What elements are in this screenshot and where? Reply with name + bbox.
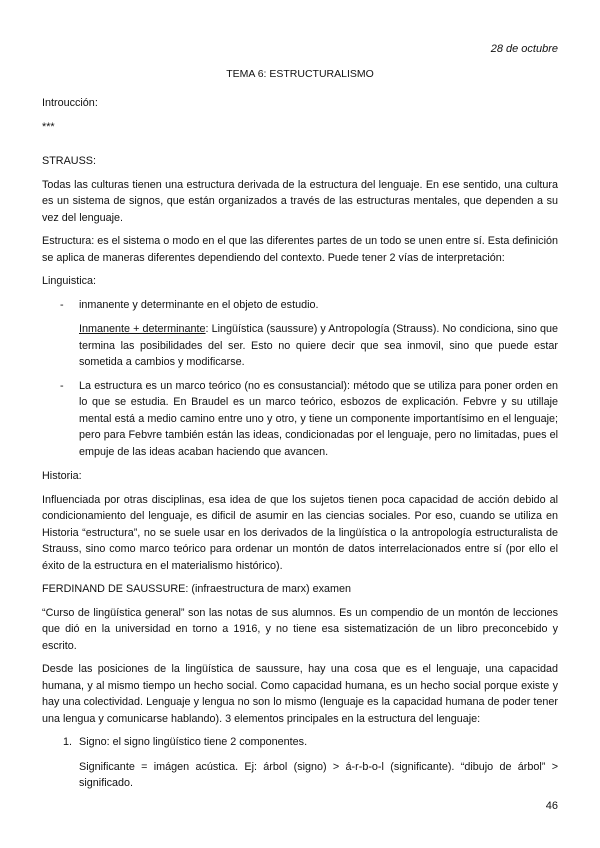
list-item-text: inmanente y determinante en el objeto de estudio. xyxy=(79,298,319,311)
inmanente-paragraph xyxy=(42,321,558,371)
list-item xyxy=(42,734,558,751)
saussure-heading: FERDINAND DE SAUSSURE: (infraestructura de marx) examen xyxy=(42,583,351,595)
list-number: 1. xyxy=(63,736,73,748)
strauss-paragraph-1: Todas las culturas tienen una estructura derivada de la estructura del lenguaje. En ese sentido, una cultura es un sistema de signos, que están organizados a través de las estructuras mentales, que dependen a su vez del lenguaje. xyxy=(42,178,558,224)
linguistica-list xyxy=(42,297,558,314)
intro-heading: Introucción: xyxy=(42,97,98,109)
historia-paragraph: Influenciada por otras disciplinas, esa idea de que los sujetos tienen poca capacidad de acción debido al condicionamiento del lenguaje, es dificil de asumir en las ciencias sociales. Por eso, cuando se utiliza en Historia “estructura”, no se suele usar en los derivados de la lingüística o la antropología estructuralista de Strauss, sino como marco teórico para ordenar un montón de datos interrelacionados entre sí (por ello el éxito de la estructura en el materialismo histórico). xyxy=(42,493,558,572)
significante-paragraph: Significante = imágen acústica. Ej: árbol (signo) > á-r-b-o-l (significante). “dibujo de árbol” > significado. xyxy=(79,760,558,789)
list-item-text: La estructura es un marco teórico (no es consustancial): método que se utiliza para poner orden en lo que se estudia. En Braudel es un marco teórico, esbozos de explicación. Febvre y su utillaje mental está a medio camino entre uno y otro, y tiene un componente importantísimo en el lenguaje; pero para Febvre también están las ideas, condicionadas por el lenguaje, pero no limitadas, pues el empuje de las ideas acaban haciendo que avancen. xyxy=(79,379,558,458)
strauss-heading: STRAUSS: xyxy=(42,155,96,167)
strauss-paragraph-2: Estructura: es el sistema o modo en el que las diferentes partes de un todo se unen entre sí. Esta definición se aplica de maneras diferentes dependiendo del contexto. Puede tener 2 vías de interpretación: xyxy=(42,235,558,264)
saussure-paragraph-1: “Curso de lingüística general” son las notas de sus alumnos. Es un compendio de un montón de lecciones que dió en la universidad en torno a 1916, y no tiene esa sistematización de un libro preconcebido y escrito. xyxy=(42,606,558,652)
saussure-paragraph-2: Desde las posiciones de la lingüística de saussure, hay una cosa que es el lenguaje, una capacidad humana, y al mismo tiempo un hecho social. Como capacidad humana, es un hecho social porque existe y hay una colectividad. Lenguaje y lengua no son lo mismo (lenguaje es la capacidad humana de poder tener una lengua y comunicarse hablando). 3 elementos principales en la estructura del lenguaje: xyxy=(42,663,558,725)
page-number: 46 xyxy=(545,800,558,812)
document-title: TEMA 6: ESTRUCTURALISMO xyxy=(226,68,374,80)
linguistica-heading: Linguistica: xyxy=(42,275,97,287)
linguistica-list-2 xyxy=(42,378,558,461)
dash-bullet: - xyxy=(60,379,64,392)
list-item xyxy=(42,297,558,314)
list-item-text: Signo: el signo lingüístico tiene 2 componentes. xyxy=(79,736,308,748)
date-label: 28 de octubre xyxy=(490,43,558,55)
document-body xyxy=(42,95,558,799)
historia-heading: Historia: xyxy=(42,470,82,482)
dash-bullet: - xyxy=(60,298,64,311)
inmanente-text: : Lingüística (saussure) y Antropología (Strauss). No condiciona, sino que termina las posibilidades del ser. Esto no quiere decir que sea inmovil, sino que puede estar sometida a cambios y modificarse. xyxy=(79,323,558,368)
intro-stars: *** xyxy=(42,120,55,133)
underlined-term: Inmanente + determinante xyxy=(79,323,206,335)
saussure-numbered-list xyxy=(42,734,558,751)
list-item xyxy=(42,378,558,461)
